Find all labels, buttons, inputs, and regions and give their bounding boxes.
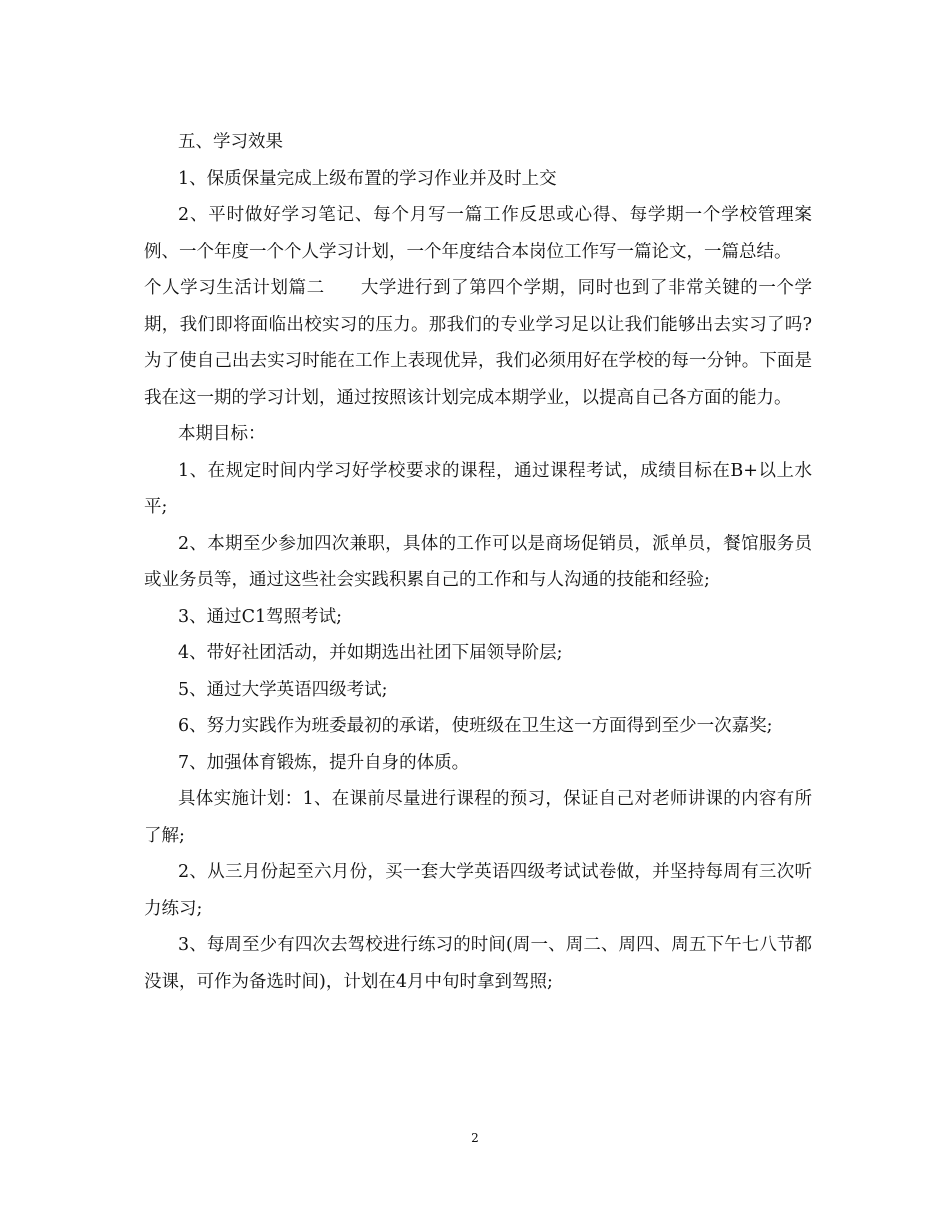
- paragraph-goal-3: 3、通过C1驾照考试;: [178, 606, 343, 627]
- paragraph-effect-item-1: 1、保质保量完成上级布置的学习作业并及时上交: [178, 168, 557, 189]
- paragraph-goal-2: 2、本期至少参加四次兼职，具体的工作可以是商场促销员，派单员，餐馆服务员或业务员等，通过这些社会实践积累自己的工作和与人沟通的技能和经验;: [144, 533, 812, 590]
- section-heading-learning-effect: 五、学习效果: [178, 132, 283, 152]
- paragraph-goal-4: 4、带好社团活动，并如期选出社团下届领导阶层;: [178, 643, 563, 663]
- document-body: [144, 124, 812, 1000]
- paragraph-goal-1: 1、在规定时间内学习好学校要求的课程，通过课程考试，成绩目标在B+以上水平;: [144, 460, 812, 517]
- page-number: 2: [471, 1131, 479, 1145]
- paragraph-goal-7: 7、加强体育锻炼，提升自身的体质。: [178, 752, 470, 773]
- paragraph-implementation-1: 具体实施计划：1、在课前尽量进行课程的预习，保证自己对老师讲课的内容有所了解;: [144, 789, 812, 846]
- paragraph-effect-item-2: 2、平时做好学习笔记、每个月写一篇工作反思或心得、每学期一个学校管理案例、一个年度一个个人学习计划，一个年度结合本岗位工作写一篇论文，一篇总结。: [144, 205, 812, 262]
- paragraph-implementation-3: 3、每周至少有四次去驾校进行练习的时间(周一、周二、周四、周五下午七八节都没课，可作为备选时间)，计划在4月中旬时拿到驾照;: [144, 935, 812, 992]
- paragraph-goal-5: 5、通过大学英语四级考试;: [178, 679, 388, 700]
- heading-term-goals: 本期目标：: [178, 424, 266, 444]
- paragraph-plan-part-two-intro: 个人学习生活计划篇二 大学进行到了第四个学期，同时也到了非常关键的一个学期，我们即将面临出校实习的压力。那我们的专业学习足以让我们能够出去实习了吗?为了使自己出去实习时能在工作上表现优异，我们必须用好在学校的每一分钟。下面是我在这一期的学习计划，通过按照该计划完成本期学业，以提高自己各方面的能力。: [144, 278, 812, 408]
- paragraph-goal-6: 6、努力实践作为班委最初的承诺，使班级在卫生这一方面得到至少一次嘉奖;: [178, 716, 773, 736]
- paragraph-implementation-2: 2、从三月份起至六月份，买一套大学英语四级考试试卷做，并坚持每周有三次听力练习;: [144, 862, 812, 919]
